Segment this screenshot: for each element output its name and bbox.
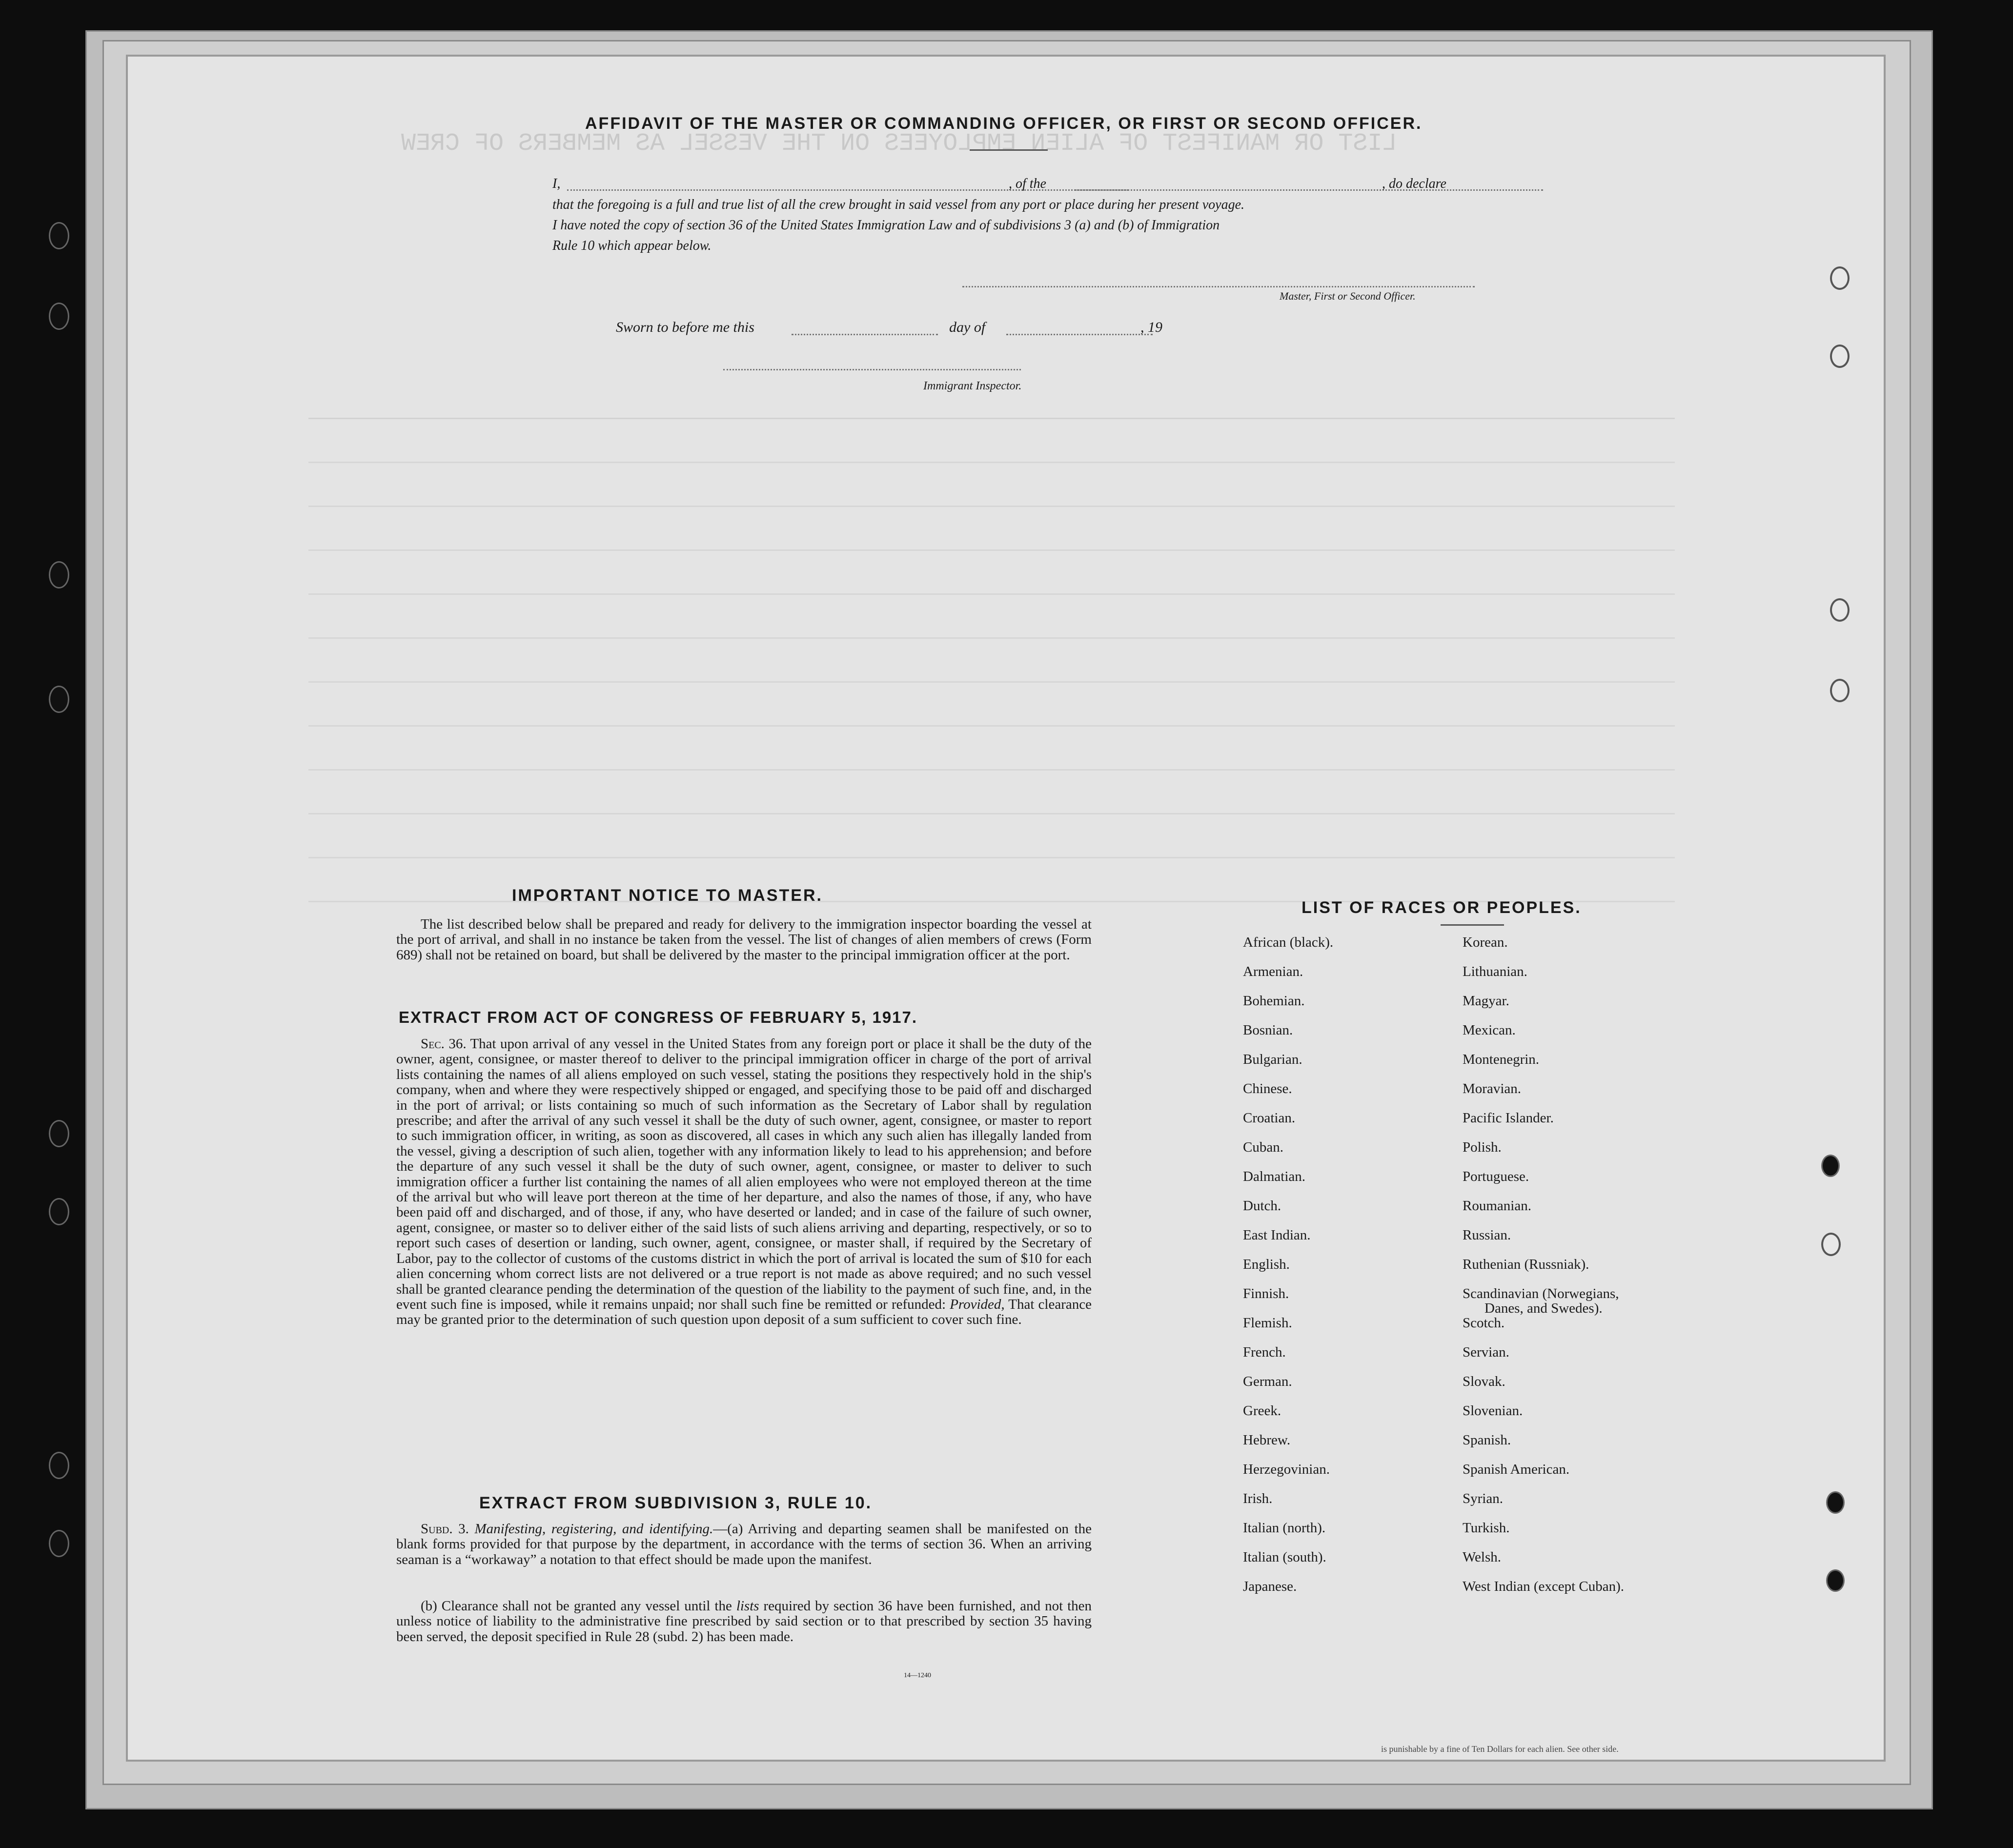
- rule-b-text-2: required by section 36 have been furnished, and not then unless notice of liability to the administrative fine prescribed by said section or to that prescribed by section 35 having been served, the deposit specified in Rule 28 (subd. 2) has been made.: [396, 1598, 1092, 1645]
- race-item: Bulgarian.: [1243, 1052, 1302, 1067]
- ghost-row: [308, 418, 1675, 419]
- title-rule: [970, 149, 1048, 151]
- notice-text-body: The list described below shall be prepared and ready for delivery to the immigration inspector boarding the vessel at the port of arrival, and shall in no instance be taken from the vessel. The list of changes of alien members of crews (Form 689) shall not be retained on board, but shall be delivered by the master to the principal immigration officer at the port.: [396, 916, 1092, 963]
- affidavit-of-the: , of the: [1009, 176, 1046, 191]
- sworn-text: Sworn to before me this: [616, 319, 754, 335]
- binder-hole: [49, 1530, 69, 1557]
- race-item: Spanish.: [1463, 1432, 1511, 1448]
- act-body-end: That clearance may be granted prior to the determination of such question upon deposit of a sum sufficient to cover such fine.: [396, 1296, 1092, 1328]
- page-hole: [1826, 1491, 1845, 1514]
- race-item: Lithuanian.: [1463, 964, 1527, 979]
- race-item: Armenian.: [1243, 964, 1303, 979]
- race-item: Moravian.: [1463, 1081, 1521, 1097]
- race-item: Bosnian.: [1243, 1022, 1293, 1038]
- race-item: Dalmatian.: [1243, 1169, 1306, 1184]
- master-caption: Master, First or Second Officer.: [1280, 290, 1416, 302]
- races-title-rule: [1441, 924, 1504, 926]
- race-item: Magyar.: [1463, 993, 1509, 1009]
- affidavit-do-declare: , do declare: [1382, 176, 1446, 191]
- race-item: Polish.: [1463, 1139, 1502, 1155]
- rule-b-text-1: (b) Clearance shall not be granted any vessel until the: [421, 1598, 732, 1614]
- ghost-row: [308, 857, 1675, 858]
- act-title: EXTRACT FROM ACT OF CONGRESS OF FEBRUARY 5, 1917.: [399, 1008, 918, 1026]
- ghost-row: [308, 769, 1675, 771]
- page-hole: [1830, 598, 1850, 622]
- notice-title: IMPORTANT NOTICE TO MASTER.: [512, 886, 823, 905]
- rule-text-b: [396, 1599, 1092, 1645]
- race-item: Flemish.: [1243, 1315, 1292, 1331]
- race-item: English.: [1243, 1257, 1290, 1272]
- affidavit-line-1: that the foregoing is a full and true list of all the crew brought in said vessel from any port or place during her present voyage.: [552, 197, 1245, 212]
- page-hole: [1830, 679, 1850, 702]
- race-item: Bohemian.: [1243, 993, 1305, 1009]
- rule-b-lists: lists: [736, 1598, 759, 1614]
- race-item: Servian.: [1463, 1344, 1509, 1360]
- race-item: West Indian (except Cuban).: [1463, 1579, 1625, 1594]
- master-signature-line: [962, 286, 1475, 287]
- act-provided: Provided,: [950, 1296, 1005, 1312]
- page-hole: [1821, 1233, 1841, 1256]
- act-text: [396, 1036, 1092, 1328]
- race-item: East Indian.: [1243, 1227, 1311, 1243]
- rule-a-text: —(a) Arriving and departing seamen shall be manifested on the blank forms provided for that purpose by the department, in accordance with the terms of section 36. When an arriving seaman is a “workaway” a notation to that effect should be made upon the manifest.: [396, 1521, 1092, 1567]
- page-hole: [1830, 345, 1850, 368]
- race-item: Russian.: [1463, 1227, 1511, 1243]
- sworn-month-blank: [1006, 334, 1153, 335]
- page-hole: [1826, 1569, 1845, 1592]
- ghost-row: [308, 506, 1675, 507]
- race-item: Italian (north).: [1243, 1520, 1326, 1536]
- binder-hole: [49, 1198, 69, 1225]
- race-item: Mexican.: [1463, 1022, 1516, 1038]
- race-item: Turkish.: [1463, 1520, 1510, 1536]
- affidavit-line-3: Rule 10 which appear below.: [552, 238, 712, 253]
- race-item: Korean.: [1463, 934, 1508, 950]
- race-item: Ruthenian (Russniak).: [1463, 1257, 1589, 1272]
- race-item: Slovenian.: [1463, 1403, 1523, 1419]
- race-item: Dutch.: [1243, 1198, 1281, 1214]
- notice-text: [396, 917, 1092, 963]
- race-item: Scotch.: [1463, 1315, 1505, 1331]
- race-item: French.: [1243, 1344, 1286, 1360]
- inspector-caption: Immigrant Inspector.: [923, 380, 1022, 392]
- race-item: Slovak.: [1463, 1374, 1505, 1389]
- rule-subd: Subd. 3.: [421, 1521, 469, 1537]
- binder-hole: [49, 686, 69, 713]
- affidavit-i: I,: [552, 176, 561, 191]
- page-hole: [1821, 1155, 1840, 1177]
- form-number: 14—1240: [904, 1672, 931, 1679]
- act-body: That upon arrival of any vessel in the United States from any foreign port or place it shall be the duty of the owner, agent, consignee, or master thereof to deliver to the principal immigration officer in charge of the port of arrival lists containing the names of all aliens employed on such vessel, stating the positions they respectively hold in the ship's company, when and where they were respectively shipped or engaged, and specifying those to be paid off and discharged in the port of arrival; or lists containing so much of such information as the Secretary of Labor shall by regulation prescribe; and after the arrival of any such vessel it shall be the duty of such owner, agent, consignee, or master to report to such immigration officer, in writing, as soon as discovered, all cases in which any such alien has illegally landed from the vessel, giving a description of such alien, together with any information likely to lead to his apprehension; and before the departure of any such vessel it shall be the duty of such owner, agent, consignee, or master to deliver to such immigration officer a further list containing the names of all alien employees who were not employed thereon at the time of the arrival but who will leave port thereon at the time of her departure, and also the names of those, if any, who have been paid off and discharged, and of those, if any, who have deserted or landed; and in case of the failure of such owner, agent, consignee, or master so to deliver either of the said lists of such aliens arriving and departing, respectively, or so to report such cases of desertion or landing, such owner, agent, consignee, or master shall, if required by the Secretary of Labor, pay to the collector of customs of the customs district in which the port of arrival is located the sum of $10 for each alien concerning whom correct lists are not delivered or a true report is not made as above required; and no such vessel shall be granted clearance pending the determination of the question of the liability to the payment of such fine, and, in the event such fine is imposed, while it remains unpaid; nor shall such fine be remitted or refunded:: [396, 1036, 1092, 1312]
- race-item: Pacific Islander.: [1463, 1110, 1554, 1126]
- ghost-row: [308, 637, 1675, 639]
- race-item: Syrian.: [1463, 1491, 1503, 1506]
- page-hole: [1830, 266, 1850, 290]
- race-item: Spanish American.: [1463, 1462, 1570, 1477]
- affidavit-line-2: I have noted the copy of section 36 of the United States Immigration Law and of subdivisions 3 (a) and (b) of Immigration: [552, 218, 1220, 233]
- race-item: Cuban.: [1243, 1139, 1283, 1155]
- rule-subd-title: Manifesting, registering, and identifying.: [474, 1521, 713, 1537]
- binder-hole: [49, 222, 69, 249]
- rule-title: EXTRACT FROM SUBDIVISION 3, RULE 10.: [479, 1494, 873, 1512]
- ghost-row: [308, 549, 1675, 551]
- ghost-row: [308, 813, 1675, 814]
- race-item: Scandinavian (Norwegians,: [1463, 1286, 1619, 1301]
- ghost-row: [308, 593, 1675, 595]
- binder-hole: [49, 303, 69, 330]
- race-item: Herzegovinian.: [1243, 1462, 1330, 1477]
- day-of-text: day of: [949, 319, 986, 335]
- race-item: Japanese.: [1243, 1579, 1297, 1594]
- ghost-header: LIST OR MANIFEST OF ALIEN EMPLOYEES ON THE VESSEL AS MEMBERS OF CREW: [401, 130, 1397, 158]
- ghost-row: [308, 725, 1675, 727]
- binder-hole: [49, 1120, 69, 1147]
- races-title: LIST OF RACES OR PEOPLES.: [1301, 898, 1582, 917]
- race-item: Croatian.: [1243, 1110, 1296, 1126]
- race-item: Portuguese.: [1463, 1169, 1529, 1184]
- race-item: Greek.: [1243, 1403, 1281, 1419]
- race-item: Roumanian.: [1463, 1198, 1531, 1214]
- year-text: , 19: [1140, 319, 1162, 335]
- races-right-column: [1463, 935, 1624, 1608]
- ghost-row: [308, 462, 1675, 463]
- binder-hole: [49, 1452, 69, 1479]
- race-item: Hebrew.: [1243, 1432, 1291, 1448]
- race-item: Italian (south).: [1243, 1549, 1326, 1565]
- races-left-column: [1243, 935, 1333, 1608]
- footer-note: is punishable by a fine of Ten Dollars for each alien. See other side.: [1381, 1744, 1619, 1754]
- race-item: Finnish.: [1243, 1286, 1289, 1301]
- ghost-row: [308, 681, 1675, 683]
- race-item: German.: [1243, 1374, 1292, 1389]
- race-item: African (black).: [1243, 934, 1334, 950]
- act-sec: Sec. 36.: [421, 1036, 467, 1052]
- manifest-page: [126, 55, 1886, 1762]
- race-item: Chinese.: [1243, 1081, 1292, 1097]
- race-item: Montenegrin.: [1463, 1052, 1540, 1067]
- affidavit-title: AFFIDAVIT OF THE MASTER OR COMMANDING OFFICER, OR FIRST OR SECOND OFFICER.: [585, 114, 1423, 133]
- race-item-continuation: Danes, and Swedes).: [1484, 1300, 1603, 1316]
- rule-text-a: [396, 1522, 1092, 1567]
- race-item: Irish.: [1243, 1491, 1273, 1506]
- inspector-signature-line: [723, 369, 1021, 370]
- sworn-day-blank: [792, 334, 938, 335]
- vessel-blank: [1075, 189, 1543, 191]
- race-item: Welsh.: [1463, 1549, 1502, 1565]
- binder-hole: [49, 561, 69, 589]
